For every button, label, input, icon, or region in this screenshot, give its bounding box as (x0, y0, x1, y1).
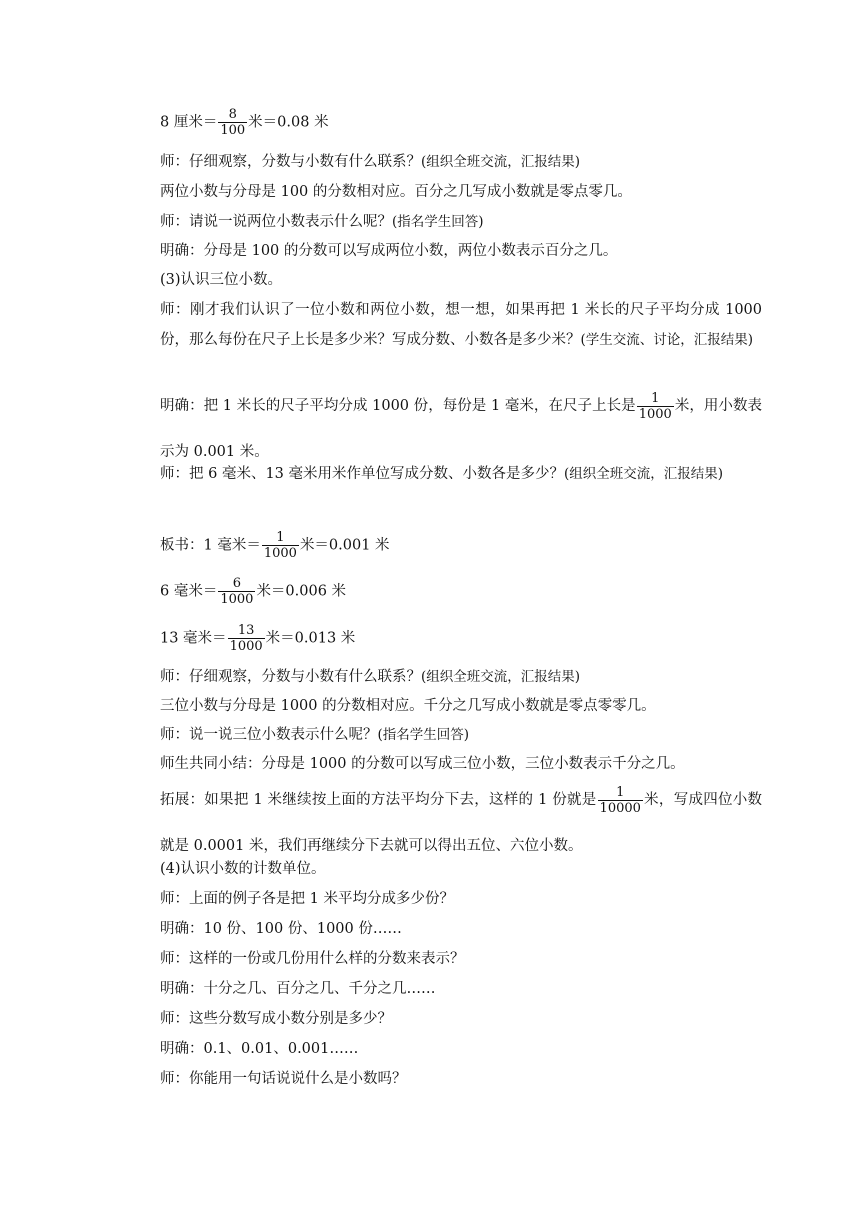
answer: 明确：十分之几、百分之几、千分之几…… (160, 981, 436, 997)
section-heading: (4)认识小数的计数单位。 (160, 861, 326, 877)
equation-8cm: 8 厘米＝ $\frac{8}{100}$ 米＝0.08 米 (160, 107, 329, 138)
equation-1mm: 板书：1 毫米＝ $\frac{1}{1000}$ 米＝0.001 米 (160, 530, 390, 561)
equation-6mm: 6 毫米＝ $\frac{6}{1000}$ 米＝0.006 米 (160, 576, 347, 607)
paragraph: 明确：分母是 100 的分数可以写成两位小数，两位小数表示百分之几。 (160, 243, 618, 259)
equation-13mm: 13 毫米＝ $\frac{13}{1000}$ 米＝0.013 米 (160, 623, 356, 654)
fraction: $\frac{8}{100}$ (220, 107, 246, 138)
teacher-question: 师：说一说三位小数表示什么呢？(指名学生回答) (160, 727, 470, 743)
fraction: $\frac{1}{1000}$ (638, 390, 672, 422)
extension-paragraph: 拓展：如果把 1 米继续按上面的方法平均分下去，这样的 1 份就是 $\frac{1}{10000}$ 米，写成四位小数就是 0.0001 米，我们再继续分下去就可以得出五位、六位小数。 (160, 784, 763, 854)
paragraph: 师：刚才我们认识了一位小数和两位小数，想一想，如果再把 1 米长的尺子平均分成 1000 份，那么每份在尺子上长是多少米？写成分数、小数各是多少米？(学生交流、讨论，汇报结果) (160, 302, 762, 348)
answer: 明确：0.1、0.01、0.001…… (160, 1041, 359, 1057)
teacher-question: 师：把 6 毫米、13 毫米用米作单位写成分数、小数各是多少？(组织全班交流，汇报结果) (160, 466, 724, 482)
paragraph: 两位小数与分母是 100 的分数相对应。百分之几写成小数就是零点零几。 (160, 184, 632, 200)
teacher-question: 师：你能用一句话说说什么是小数吗？ (160, 1071, 407, 1087)
section-heading: (3)认识三位小数。 (160, 272, 283, 288)
fraction: $\frac{1}{10000}$ (599, 784, 641, 816)
answer: 明确：10 份、100 份、1000 份…… (160, 921, 402, 937)
teacher-question: 师：请说一说两位小数表示什么呢？(指名学生回答) (160, 214, 484, 230)
paragraph: 三位小数与分母是 1000 的分数相对应。千分之几写成小数就是零点零零几。 (160, 698, 656, 714)
summary: 师生共同小结：分母是 1000 的分数可以写成三位小数，三位小数表示千分之几。 (160, 756, 685, 772)
paragraph-with-fraction: 明确：把 1 米长的尺子平均分成 1000 份，每份是 1 毫米，在尺子上长是 $\frac{1}{1000}$ 米，用小数表示为 0.001 米。 (160, 390, 762, 460)
fraction: $\frac{1}{1000}$ (263, 530, 297, 561)
teacher-question: 师：仔细观察，分数与小数有什么联系？(组织全班交流，汇报结果) (160, 154, 581, 170)
teacher-question: 师：上面的例子各是把 1 米平均分成多少份？ (160, 891, 454, 907)
fraction: $\frac{13}{1000}$ (229, 623, 263, 654)
fraction: $\frac{6}{1000}$ (220, 576, 254, 607)
teacher-question: 师：仔细观察，分数与小数有什么联系？(组织全班交流，汇报结果) (160, 669, 581, 685)
teacher-question: 师：这些分数写成小数分别是多少？ (160, 1011, 392, 1027)
teacher-question: 师：这样的一份或几份用什么样的分数来表示？ (160, 951, 465, 967)
